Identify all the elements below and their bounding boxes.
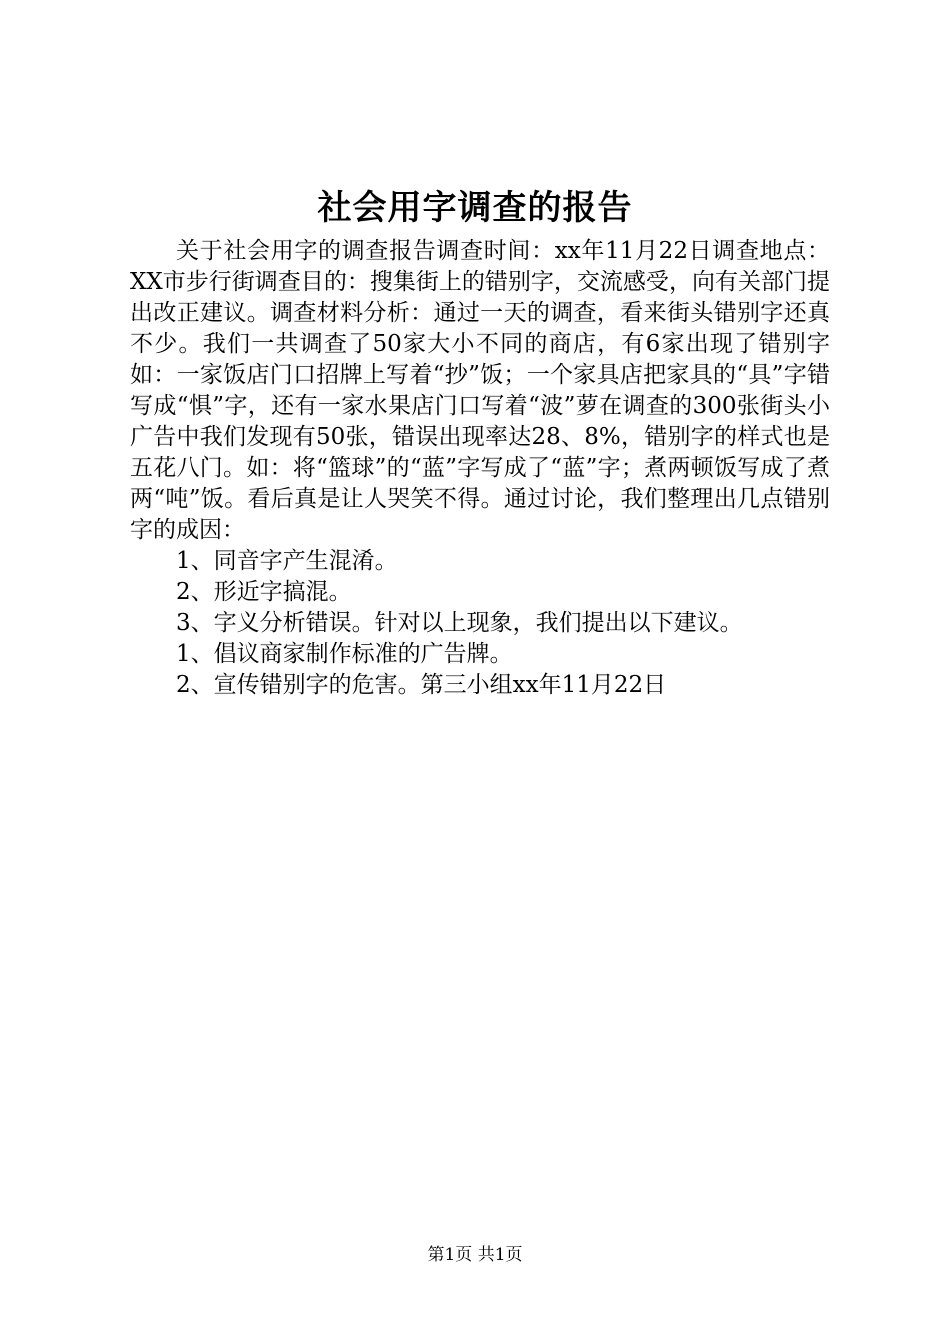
document-body [130, 236, 830, 701]
list-item-cause-2: 2、形近字搞混。 [176, 579, 352, 605]
list-item-cause-3: 3、字义分析错误。针对以上现象，我们提出以下建议。 [176, 610, 743, 636]
list-item-cause-1: 1、同音字产生混淆。 [176, 548, 398, 574]
list-item-suggestion-2: 2、宣传错别字的危害。第三小组xx年11月22日 [176, 672, 667, 698]
document-title: 社会用字调查的报告 [317, 188, 633, 228]
intro-paragraph: 关于社会用字的调查报告调查时间：xx年11月22日调查地点：XX市步行街调查目的：搜集街上的错别字，交流感受，向有关部门提出改正建议。调查材料分析：通过一天的调查，看来街头错别字还真不少。我们一共调查了50家大小不同的商店，有6家出现了错别字如：一家饭店门口招牌上写着“抄”饭；一个家具店把家具的“具”字错写成“惧”字，还有一家水果店门口写着“波”萝在调查的300张街头小广告中我们发现有50张，错误出现率达28、8%，错别字的样式也是五花八门。如：将“篮球”的“蓝”字写成了“蓝”字；煮两顿饭写成了煮两“吨”饭。看后真是让人哭笑不得。通过讨论，我们整理出几点错别字的成因： [130, 238, 830, 543]
list-item-suggestion-1: 1、倡议商家制作标准的广告牌。 [176, 641, 513, 667]
page-footer: 第1页 共1页 [427, 1245, 523, 1265]
